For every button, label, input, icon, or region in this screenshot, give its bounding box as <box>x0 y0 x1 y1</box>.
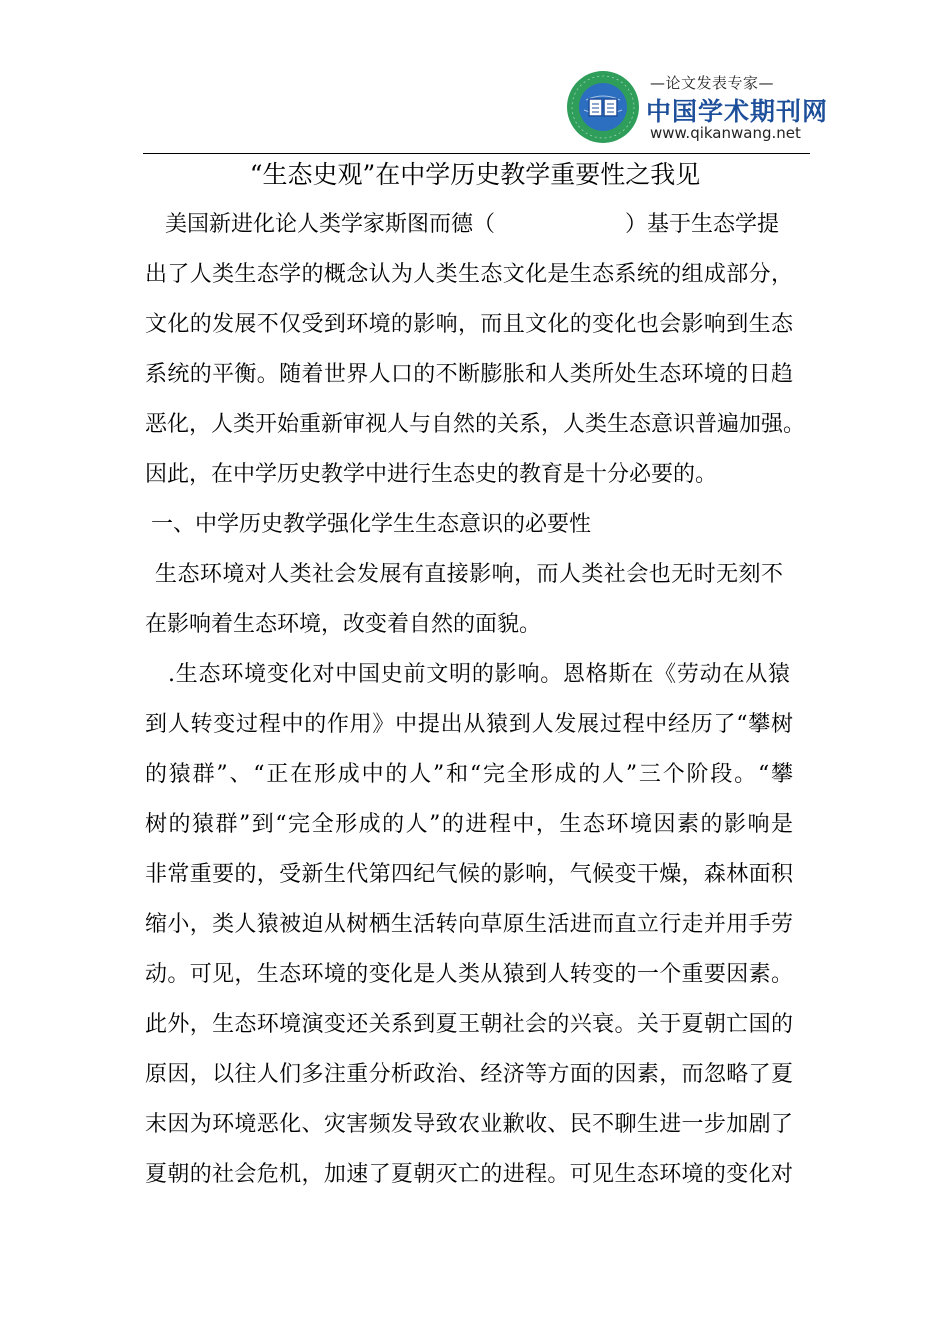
body-line: 末因为环境恶化、灾害频发导致农业歉收、民不聊生进一步加剧了 <box>145 1112 793 1137</box>
body-line: 缩小，类人猿被迫从树栖生活转向草原生活进而直立行走并用手劳 <box>145 912 793 937</box>
logo-tagline: —论文发表专家— <box>650 74 775 92</box>
body-line: 生态环境对人类社会发展有直接影响，而人类社会也无时无刻不 <box>155 562 783 587</box>
body-line: 恶化，人类开始重新审视人与自然的关系，人类生态意识普遍加强。 <box>145 412 806 437</box>
body-line: 到人转变过程中的作用》中提出从猿到人发展过程中经历了“攀树 <box>145 712 793 737</box>
body-line: 动。可见，生态环境的变化是人类从猿到人转变的一个重要因素。 <box>145 962 793 987</box>
document-title: “生态史观”在中学历史教学重要性之我见 <box>249 160 701 189</box>
body-line-part: ）基于生态学提 <box>625 212 780 237</box>
body-line: 文化的发展不仅受到环境的影响，而且文化的变化也会影响到生态 <box>145 312 793 337</box>
logo-url: www.qikanwang.net <box>650 124 801 142</box>
body-line-part: 美国新进化论人类学家斯图而德（ <box>165 212 496 237</box>
section-heading: 一、中学历史教学强化学生生态意识的必要性 <box>151 512 592 537</box>
body-line: 树的猿群”到“完全形成的人”的进程中，生态环境因素的影响是 <box>145 812 793 837</box>
body-line <box>165 210 779 240</box>
body-line: 夏朝的社会危机，加速了夏朝灭亡的进程。可见生态环境的变化对 <box>145 1162 793 1187</box>
body-line: 原因，以往人们多注重分析政治、经济等方面的因素，而忽略了夏 <box>145 1062 793 1087</box>
body-line: 非常重要的，受新生代第四纪气候的影响，气候变干燥，森林面积 <box>145 862 793 887</box>
globe-book-logo-icon <box>566 70 640 144</box>
body-line: 在影响着生态环境，改变着自然的面貌。 <box>145 612 542 637</box>
body-line: 的猿群”、“正在形成中的人”和“完全形成的人”三个阶段。“攀 <box>145 762 793 787</box>
body-line: 此外，生态环境演变还关系到夏王朝社会的兴衰。关于夏朝亡国的 <box>145 1012 793 1037</box>
body-line: 出了人类生态学的概念认为人类生态文化是生态系统的组成部分， <box>145 262 793 287</box>
body-line: 因此，在中学历史教学中进行生态史的教育是十分必要的。 <box>145 462 718 487</box>
body-line: .生态环境变化对中国史前文明的影响。恩格斯在《劳动在从猿 <box>168 662 790 687</box>
site-logo <box>566 70 829 150</box>
body-line: 系统的平衡。随着世界人口的不断膨胀和人类所处生态环境的日趋 <box>145 362 793 387</box>
header-divider <box>143 153 810 154</box>
logo-name: 中国学术期刊网 <box>646 97 829 126</box>
